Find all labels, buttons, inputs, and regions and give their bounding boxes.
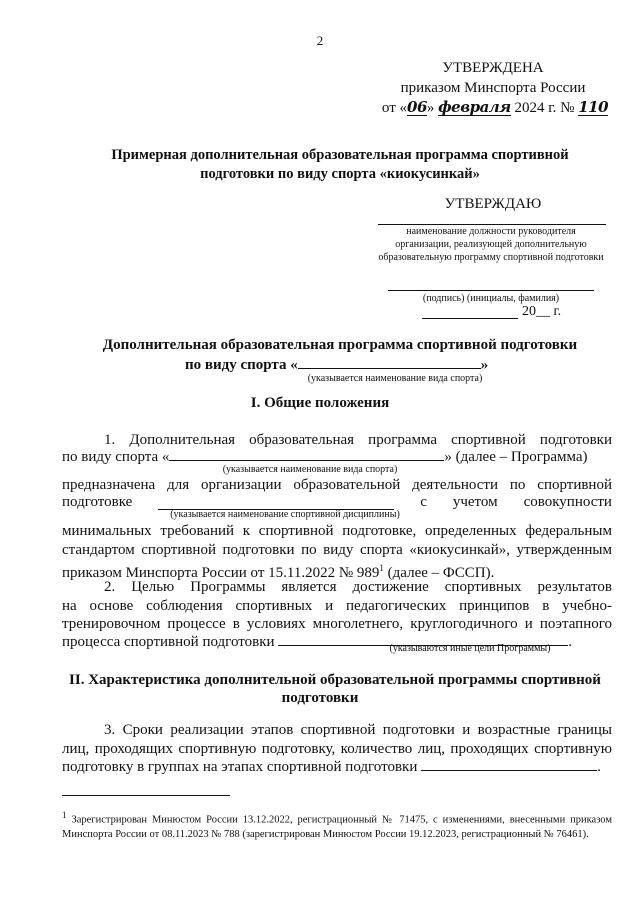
p3-line2: лиц, проходящих спортивную подготовку, количество лиц, проходящих спортивную <box>62 741 612 757</box>
p1-line7-suffix: (далее – ФССП). <box>383 565 495 581</box>
p2-line2: на основе соблюдения спортивных и педагогических принципов в учебно- <box>62 598 612 614</box>
approval-year: 2024 г. № <box>514 100 575 116</box>
p1-line3: предназначена для организации образовательной деятельности по спортивной <box>62 477 612 493</box>
page-number: 2 <box>316 33 324 48</box>
approval-date-line <box>370 98 620 118</box>
footnote-ref[interactable]: 1 <box>379 563 384 573</box>
doc-title-line1: Примерная дополнительная образовательная программа спортивной <box>111 147 569 163</box>
footnote <box>62 808 612 842</box>
p2-line4-prefix: процесса спортивной подготовки <box>62 634 275 650</box>
utverzhdayu-heading: УТВЕРЖДАЮ <box>444 196 542 212</box>
section2-heading-line2: подготовки <box>281 690 359 706</box>
p1-line4-word4: совокупности <box>523 494 612 510</box>
p1-line4-word2: с <box>420 494 427 510</box>
doc-title-line2: подготовки по виду спорта «киокусинкай» <box>200 166 480 182</box>
p2-line4-suffix: . <box>568 634 573 650</box>
program-title-prefix: по виду спорта « <box>185 357 298 373</box>
p1-discipline-caption: (указывается наименование спортивной дисциплины) <box>170 509 400 520</box>
p1-line1: 1. Дополнительная образовательная программа спортивной подготовки <box>104 432 612 448</box>
sport-name-blank <box>298 355 481 369</box>
p1-line7-prefix: приказом Минспорта России от 15.11.2022 № 989 <box>62 565 380 581</box>
date-suffix: 20__ г. <box>522 304 562 319</box>
sport-name-caption: (указывается наименование вида спорта) <box>307 373 483 384</box>
signature-caption: (подпись) (инициалы, фамилия) <box>422 293 560 304</box>
program-title-line1: Дополнительная образовательная программа спортивной подготовки <box>102 337 578 353</box>
approval-from-prefix: от « <box>381 100 408 116</box>
p3-blank <box>421 757 597 771</box>
p1-line4-word3: учетом <box>452 494 498 510</box>
footnote-text: Зарегистрирован Минюстом России 13.12.2022, регистрационный № 71475, с изменениями, внесенными приказом Минспорта России от 08.11.2023 № 788 (зарегистрирован Минюстом России 19.12.2023, регистрационный № 76461). <box>62 814 613 840</box>
p2-goals-caption: (указываются иные цели Программы) <box>389 643 551 654</box>
p1-line4-word1: подготовке <box>62 494 133 510</box>
approval-heading: УТВЕРЖДЕНА <box>442 60 544 76</box>
approval-from-mid: » <box>426 100 435 116</box>
p1-line5: минимальных требований к спортивной подготовке, определенных федеральным <box>62 523 612 539</box>
p3-line1: 3. Сроки реализации этапов спортивной подготовки и возрастные границы <box>104 722 612 738</box>
p1-sport-caption: (указывается наименование вида спорта) <box>222 464 398 475</box>
p1-line2-suffix: » (далее – Программа) <box>444 449 588 465</box>
p2-line1: 2. Целью Программы является достижение спортивных результатов <box>104 579 612 595</box>
p3-line3-prefix: подготовку в группах на этапах спортивной подготовки <box>62 759 418 775</box>
p3-line3-suffix: . <box>597 759 601 775</box>
program-title-suffix: » <box>480 357 489 373</box>
position-caption-3: образовательную программу спортивной подготовки <box>378 252 604 263</box>
approval-month-handwritten: февраля <box>438 98 511 116</box>
p1-sport-blank <box>169 447 444 461</box>
footnote-separator <box>62 795 230 796</box>
p3-line3 <box>62 757 612 777</box>
section2-heading-line1: II. Характеристика дополнительной образовательной программы спортивной <box>69 672 601 688</box>
position-caption-2: организации, реализующей дополнительную <box>395 239 587 250</box>
approval-day-handwritten: 06 <box>407 98 427 116</box>
signature-line <box>388 290 594 291</box>
footnote-mark: 1 <box>62 810 67 820</box>
p1-line6: стандартом спортивной подготовки по виду спорта «киокусинкай», утвержденным <box>62 542 612 558</box>
p2-line3: тренировочном процессе в условиях многолетнего, круглогодичного и поэтапного <box>62 616 612 632</box>
p1-line2-prefix: по виду спорта « <box>62 449 170 465</box>
section1-heading: I. Общие положения <box>250 395 390 411</box>
position-caption-1: наименование должности руководителя <box>406 226 576 237</box>
approval-order-line: приказом Минспорта России <box>400 80 586 96</box>
approval-number-handwritten: 110 <box>578 98 609 116</box>
date-line <box>422 318 518 319</box>
